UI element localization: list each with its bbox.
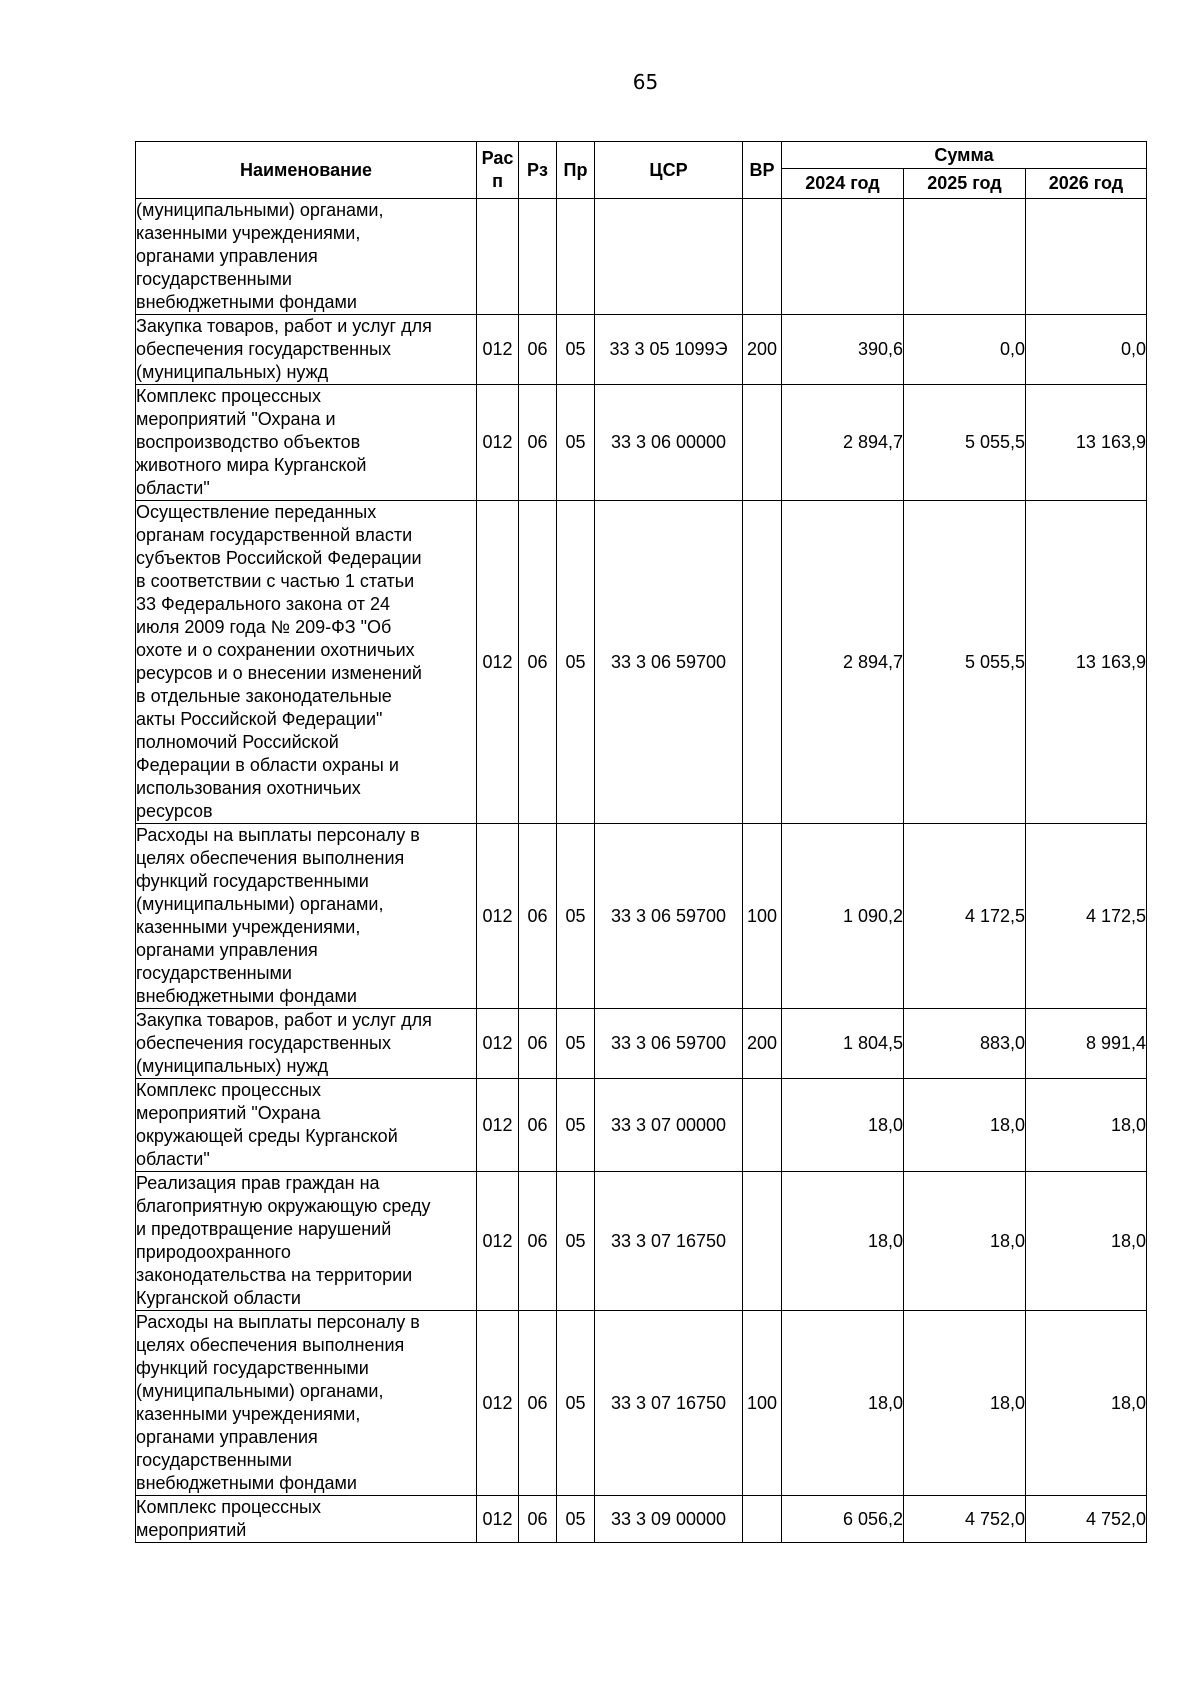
cell-rasp: 012 <box>477 1496 519 1543</box>
cell-2024: 2 894,7 <box>782 385 904 501</box>
header-pr: Пр <box>557 142 595 199</box>
cell-2025 <box>904 199 1026 315</box>
cell-2024: 1 090,2 <box>782 824 904 1009</box>
cell-2025: 18,0 <box>904 1172 1026 1311</box>
cell-2026: 8 991,4 <box>1026 1009 1147 1079</box>
budget-table <box>135 141 1147 1543</box>
cell-2026: 4 752,0 <box>1026 1496 1147 1543</box>
cell-name: (муниципальными) органами, казенными учреждениями, органами управления государственными внебюджетными фондами <box>136 199 477 315</box>
cell-name: Закупка товаров, работ и услуг для обеспечения государственных (муниципальных) нужд <box>136 315 477 385</box>
table-row <box>136 824 1147 1009</box>
cell-name: Комплекс процессных мероприятий <box>136 1496 477 1543</box>
cell-rz: 06 <box>519 1311 557 1496</box>
cell-pr: 05 <box>557 315 595 385</box>
cell-2024: 18,0 <box>782 1172 904 1311</box>
cell-2026: 13 163,9 <box>1026 501 1147 824</box>
cell-pr: 05 <box>557 1079 595 1172</box>
table-row <box>136 1079 1147 1172</box>
cell-csr: 33 3 07 00000 <box>595 1079 743 1172</box>
header-name: Наименование <box>136 142 477 199</box>
cell-2025: 4 752,0 <box>904 1496 1026 1543</box>
header-csr: ЦСР <box>595 142 743 199</box>
header-rz: Рз <box>519 142 557 199</box>
cell-vr: 200 <box>743 1009 782 1079</box>
cell-vr <box>743 501 782 824</box>
table-row <box>136 1009 1147 1079</box>
table-row <box>136 385 1147 501</box>
cell-csr: 33 3 09 00000 <box>595 1496 743 1543</box>
cell-2024: 18,0 <box>782 1311 904 1496</box>
cell-csr: 33 3 07 16750 <box>595 1172 743 1311</box>
cell-2024: 2 894,7 <box>782 501 904 824</box>
cell-rasp: 012 <box>477 1079 519 1172</box>
cell-csr: 33 3 06 00000 <box>595 385 743 501</box>
cell-vr: 100 <box>743 1311 782 1496</box>
cell-rasp: 012 <box>477 501 519 824</box>
cell-vr: 100 <box>743 824 782 1009</box>
cell-2024: 390,6 <box>782 315 904 385</box>
cell-name: Расходы на выплаты персоналу в целях обеспечения выполнения функций государственными (муниципальными) органами, казенными учреждениями, органами управления государственными внебюджетными фондами <box>136 1311 477 1496</box>
header-year-2025: 2025 год <box>904 169 1026 199</box>
cell-vr <box>743 199 782 315</box>
cell-2026: 0,0 <box>1026 315 1147 385</box>
cell-rz: 06 <box>519 385 557 501</box>
header-rasp: Рас п <box>477 142 519 199</box>
cell-name: Комплекс процессных мероприятий "Охрана и воспроизводство объектов животного мира Курганской области" <box>136 385 477 501</box>
cell-csr: 33 3 06 59700 <box>595 501 743 824</box>
cell-pr: 05 <box>557 385 595 501</box>
cell-2024: 18,0 <box>782 1079 904 1172</box>
cell-pr: 05 <box>557 501 595 824</box>
cell-2025: 18,0 <box>904 1311 1026 1496</box>
cell-csr: 33 3 07 16750 <box>595 1311 743 1496</box>
cell-pr <box>557 199 595 315</box>
table-body <box>136 199 1147 1543</box>
cell-2026: 13 163,9 <box>1026 385 1147 501</box>
cell-2026: 18,0 <box>1026 1311 1147 1496</box>
cell-2024 <box>782 199 904 315</box>
cell-2025: 18,0 <box>904 1079 1026 1172</box>
header-vr: ВР <box>743 142 782 199</box>
cell-rz: 06 <box>519 1496 557 1543</box>
cell-vr <box>743 1079 782 1172</box>
cell-rasp: 012 <box>477 1311 519 1496</box>
table-row <box>136 501 1147 824</box>
table-header <box>136 142 1147 199</box>
header-year-2024: 2024 год <box>782 169 904 199</box>
cell-2026 <box>1026 199 1147 315</box>
cell-2025: 883,0 <box>904 1009 1026 1079</box>
cell-rz: 06 <box>519 501 557 824</box>
cell-2024: 1 804,5 <box>782 1009 904 1079</box>
cell-rz <box>519 199 557 315</box>
cell-rasp: 012 <box>477 1009 519 1079</box>
cell-csr <box>595 199 743 315</box>
cell-pr: 05 <box>557 1009 595 1079</box>
cell-name: Закупка товаров, работ и услуг для обеспечения государственных (муниципальных) нужд <box>136 1009 477 1079</box>
header-sum: Сумма <box>782 142 1147 169</box>
cell-rz: 06 <box>519 315 557 385</box>
cell-2026: 18,0 <box>1026 1172 1147 1311</box>
page-number: 65 <box>632 70 659 94</box>
cell-2025: 0,0 <box>904 315 1026 385</box>
cell-rasp: 012 <box>477 824 519 1009</box>
table-row <box>136 315 1147 385</box>
cell-rasp <box>477 199 519 315</box>
table-row <box>136 1496 1147 1543</box>
cell-name: Расходы на выплаты персоналу в целях обеспечения выполнения функций государственными (муниципальными) органами, казенными учреждениями, органами управления государственными внебюджетными фондами <box>136 824 477 1009</box>
cell-2025: 5 055,5 <box>904 385 1026 501</box>
table-row <box>136 199 1147 315</box>
cell-2024: 6 056,2 <box>782 1496 904 1543</box>
cell-csr: 33 3 06 59700 <box>595 824 743 1009</box>
cell-2026: 4 172,5 <box>1026 824 1147 1009</box>
cell-name: Реализация прав граждан на благоприятную окружающую среду и предотвращение нарушений природоохранного законодательства на территории Курганской области <box>136 1172 477 1311</box>
cell-rasp: 012 <box>477 315 519 385</box>
cell-rz: 06 <box>519 1009 557 1079</box>
table-row <box>136 1172 1147 1311</box>
cell-pr: 05 <box>557 1172 595 1311</box>
cell-rz: 06 <box>519 1172 557 1311</box>
cell-vr: 200 <box>743 315 782 385</box>
cell-2026: 18,0 <box>1026 1079 1147 1172</box>
cell-rasp: 012 <box>477 1172 519 1311</box>
cell-csr: 33 3 06 59700 <box>595 1009 743 1079</box>
cell-pr: 05 <box>557 1496 595 1543</box>
cell-pr: 05 <box>557 824 595 1009</box>
cell-vr <box>743 385 782 501</box>
cell-rz: 06 <box>519 824 557 1009</box>
cell-rz: 06 <box>519 1079 557 1172</box>
header-year-2026: 2026 год <box>1026 169 1147 199</box>
cell-vr <box>743 1496 782 1543</box>
cell-2025: 4 172,5 <box>904 824 1026 1009</box>
cell-rasp: 012 <box>477 385 519 501</box>
cell-csr: 33 3 05 1099Э <box>595 315 743 385</box>
cell-name: Осуществление переданных органам государственной власти субъектов Российской Федерации в соответствии с частью 1 статьи 33 Федерального закона от 24 июля 2009 года № 209-ФЗ "Об охоте и о сохранении охотничьих ресурсов и о внесении изменений в отдельные законодательные акты Российской Федерации" полномочий Российской Федерации в области охраны и использования охотничьих ресурсов <box>136 501 477 824</box>
cell-2025: 5 055,5 <box>904 501 1026 824</box>
cell-name: Комплекс процессных мероприятий "Охрана окружающей среды Курганской области" <box>136 1079 477 1172</box>
cell-pr: 05 <box>557 1311 595 1496</box>
cell-vr <box>743 1172 782 1311</box>
table-row <box>136 1311 1147 1496</box>
